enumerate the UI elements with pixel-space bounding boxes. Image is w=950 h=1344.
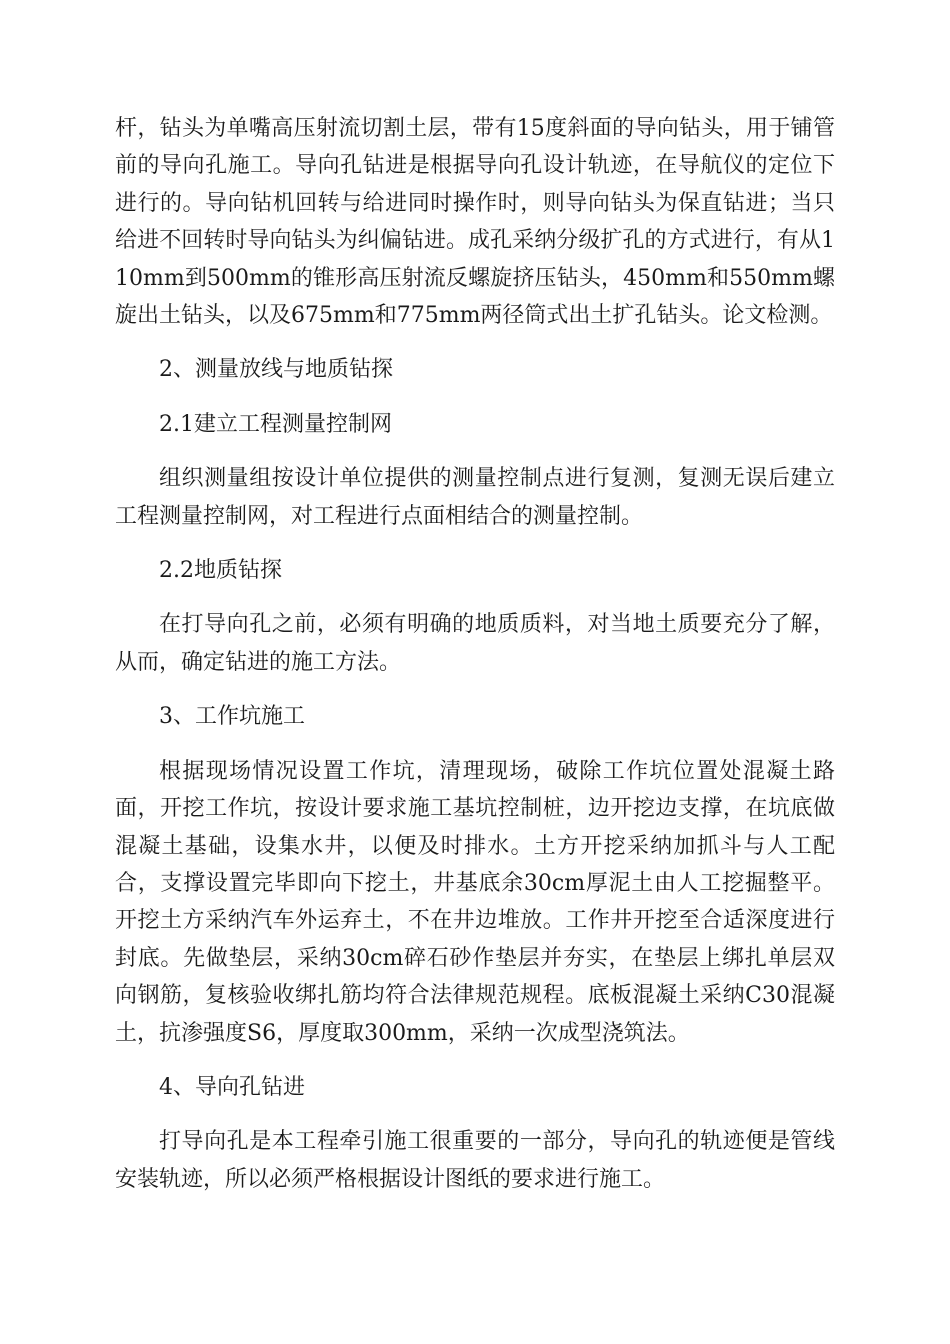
paragraph-geological-drilling: 在打导向孔之前，必须有明确的地质质料，对当地土质要充分了解，从而，确定钻进的施工方法。 [115,612,835,675]
section-heading-work-pit: 3、工作坑施工 [159,704,305,730]
paragraph-control-network: 组织测量组按设计单位提供的测量控制点进行复测，复测无误后建立工程测量控制网，对工程进行点面相结合的测量控制。 [115,466,835,529]
paragraph-drilling-tools: 杆，钻头为单嘴高压射流切割土层，带有15度斜面的导向钻头，用于铺管前的导向孔施工。导向孔钻进是根据导向孔设计轨迹，在导航仪的定位下进行的。导向钻机回转与给进同时操作时，则导向钻头为保直钻进；当只给进不回转时导向钻头为纠偏钻进。成孔采纳分级扩孔的方式进行，有从110mm到500mm的锥形高压射流反螺旋挤压钻头，450mm和550mm螺旋出土钻头，以及675mm和775mm两径筒式出土扩孔钻头。论文检测。 [115,116,835,329]
document-body [115,110,835,1215]
section-heading-pilot-hole: 4、导向孔钻进 [159,1074,305,1100]
paragraph-pilot-hole: 打导向孔是本工程牵引施工很重要的一部分，导向孔的轨迹便是管线安装轨迹，所以必须严格根据设计图纸的要求进行施工。 [115,1129,835,1192]
subsection-heading-control-network: 2.1建立工程测量控制网 [159,411,392,437]
paragraph-work-pit: 根据现场情况设置工作坑，清理现场，破除工作坑位置处混凝土路面，开挖工作坑，按设计要求施工基坑控制桩，边开挖边支撑，在坑底做混凝土基础，设集水井，以便及时排水。土方开挖采纳加抓斗与人工配合，支撑设置完毕即向下挖土，井基底余30cm厚泥土由人工挖掘整平。开挖土方采纳汽车外运弃土，不在井边堆放。工作井开挖至合适深度进行封底。先做垫层，采纳30cm碎石砂作垫层并夯实，在垫层上绑扎单层双向钢筋，复核验收绑扎筋均符合法律规范规程。底板混凝土采纳C30混凝土，抗渗强度S6，厚度取300mm，采纳一次成型浇筑法。 [115,758,835,1046]
section-heading-survey: 2、测量放线与地质钻探 [159,357,393,383]
subsection-heading-geological-drilling: 2.2地质钻探 [159,558,282,584]
